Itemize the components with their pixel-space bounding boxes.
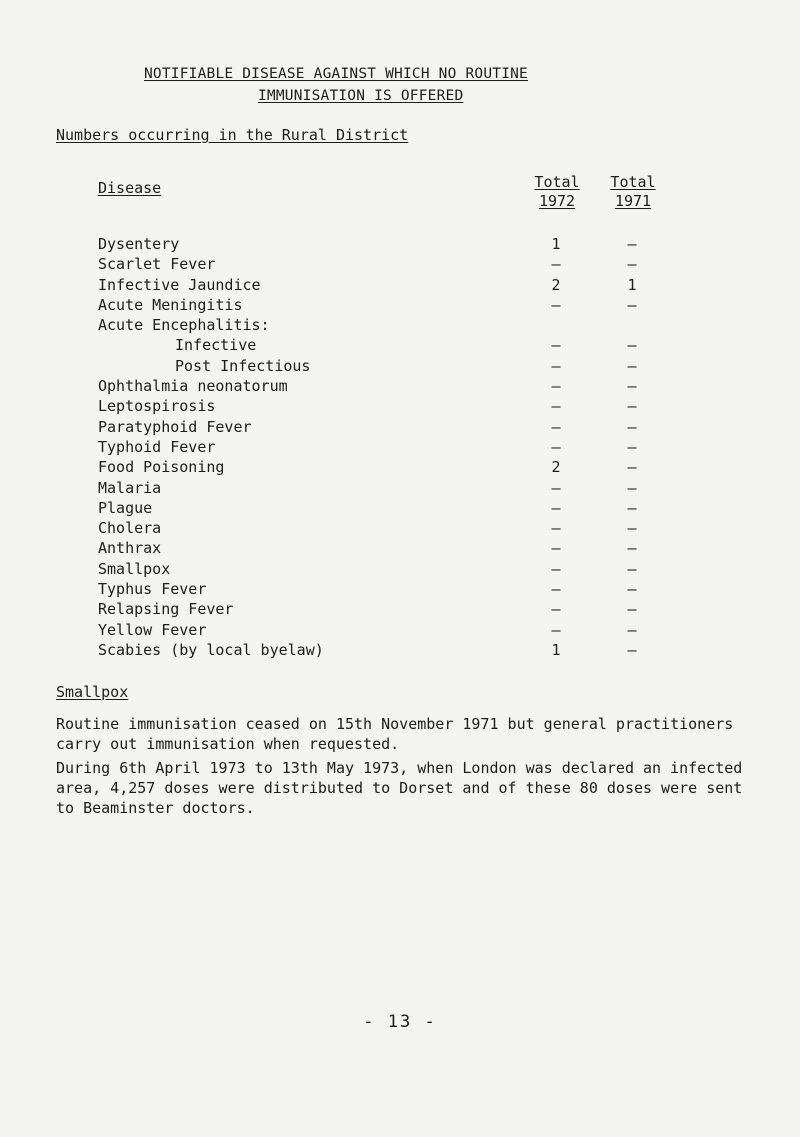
disease-name: Food Poisoning <box>98 458 225 477</box>
total-1972-cell: – <box>551 255 561 274</box>
total-1971-cell: – <box>627 539 637 558</box>
disease-name: Smallpox <box>98 559 171 578</box>
column-header-disease: Disease <box>98 179 162 197</box>
total-1971-cell: – <box>627 255 637 274</box>
table-row <box>0 315 800 335</box>
smallpox-heading: Smallpox <box>56 683 129 701</box>
total-1971-cell: – <box>627 235 637 253</box>
column-header-1972-label: Total <box>534 173 580 191</box>
total-1972-cell: – <box>551 437 561 456</box>
total-1971-cell: – <box>627 417 637 436</box>
total-1971-cell: – <box>627 498 637 517</box>
total-1972-cell: – <box>551 580 561 599</box>
column-header-1971-label: Total <box>610 173 656 191</box>
table-row <box>0 640 800 660</box>
total-1972-cell: – <box>551 336 561 355</box>
table-row <box>0 335 800 355</box>
total-1971-cell: – <box>627 559 637 578</box>
total-1972-cell: 2 <box>551 458 561 477</box>
total-1971-cell: – <box>627 580 637 599</box>
disease-name: Relapsing Fever <box>98 600 234 619</box>
total-1972-cell: 1 <box>551 235 561 253</box>
total-1971-cell: – <box>627 295 637 314</box>
total-1972-cell: 1 <box>551 640 561 659</box>
table-row <box>0 376 800 396</box>
disease-name: Acute Meningitis <box>98 295 243 314</box>
column-header-1972 <box>522 173 592 211</box>
table-row <box>0 498 800 518</box>
disease-name: Post Infectious <box>175 356 311 375</box>
table-row <box>0 599 800 619</box>
total-1972-cell: – <box>551 478 561 497</box>
smallpox-paragraph-2: During 6th April 1973 to 13th May 1973, when London was declared an infected area, 4,257 doses were distributed to Dorset and of these 80 doses were sent to Beaminster doctors. <box>56 759 743 817</box>
disease-name: Infective <box>175 336 257 355</box>
table-row <box>0 275 800 295</box>
column-header-1971 <box>598 173 668 211</box>
total-1971-cell: – <box>627 336 637 355</box>
disease-name: Ophthalmia neonatorum <box>98 377 288 396</box>
disease-name: Malaria <box>98 478 162 497</box>
disease-name: Acute Encephalitis: <box>98 316 270 335</box>
subtitle: Numbers occurring in the Rural District <box>56 126 409 144</box>
disease-name: Typhus Fever <box>98 580 207 599</box>
total-1971-cell: – <box>627 397 637 416</box>
table-row <box>0 417 800 437</box>
column-header-1971-year: 1971 <box>614 192 652 210</box>
total-1972-cell: – <box>551 498 561 517</box>
disease-name: Scarlet Fever <box>98 255 216 274</box>
total-1972-cell: – <box>551 377 561 396</box>
total-1972-cell: – <box>551 519 561 538</box>
disease-name: Typhoid Fever <box>98 437 216 456</box>
total-1971-cell: – <box>627 377 637 396</box>
disease-name: Paratyphoid Fever <box>98 417 252 436</box>
table-row <box>0 295 800 315</box>
table-row <box>0 356 800 376</box>
table-row <box>0 559 800 579</box>
table-row <box>0 396 800 416</box>
total-1972-cell: – <box>551 620 561 639</box>
total-1971-cell: – <box>627 458 637 477</box>
table-row <box>0 457 800 477</box>
table-row <box>0 538 800 558</box>
total-1971-cell: – <box>627 478 637 497</box>
total-1971-cell: 1 <box>627 275 637 294</box>
total-1972-cell: – <box>551 295 561 314</box>
total-1971-cell: – <box>627 620 637 639</box>
disease-name: Leptospirosis <box>98 397 216 416</box>
disease-name: Cholera <box>98 519 162 538</box>
total-1971-cell: – <box>627 519 637 538</box>
total-1971-cell: – <box>627 600 637 619</box>
disease-name: Infective Jaundice <box>98 275 261 294</box>
disease-table <box>0 234 800 660</box>
disease-name: Yellow Fever <box>98 620 207 639</box>
table-row <box>0 254 800 274</box>
total-1971-cell: – <box>627 356 637 375</box>
total-1972-cell: – <box>551 356 561 375</box>
disease-name: Scabies (by local byelaw) <box>98 640 324 659</box>
total-1972-cell: – <box>551 600 561 619</box>
total-1972-cell: – <box>551 417 561 436</box>
smallpox-paragraph-1: Routine immunisation ceased on 15th November 1971 but general practitioners carry out immunisation when requested. <box>56 715 734 753</box>
total-1971-cell: – <box>627 437 637 456</box>
total-1972-cell: – <box>551 539 561 558</box>
total-1971-cell: – <box>627 640 637 659</box>
total-1972-cell: – <box>551 397 561 416</box>
table-row <box>0 579 800 599</box>
table-row <box>0 620 800 640</box>
disease-name: Dysentery <box>98 235 180 253</box>
table-row <box>0 234 800 254</box>
page-number: - 13 - <box>363 1012 437 1032</box>
disease-name: Plague <box>98 498 153 517</box>
disease-name: Anthrax <box>98 539 162 558</box>
table-row <box>0 437 800 457</box>
column-header-1972-year: 1972 <box>538 192 576 210</box>
total-1972-cell: – <box>551 559 561 578</box>
table-row <box>0 478 800 498</box>
table-row <box>0 518 800 538</box>
title-line-2: IMMUNISATION IS OFFERED <box>258 88 464 104</box>
total-1972-cell: 2 <box>551 275 561 294</box>
title-line-1: NOTIFIABLE DISEASE AGAINST WHICH NO ROUTINE <box>144 66 528 82</box>
